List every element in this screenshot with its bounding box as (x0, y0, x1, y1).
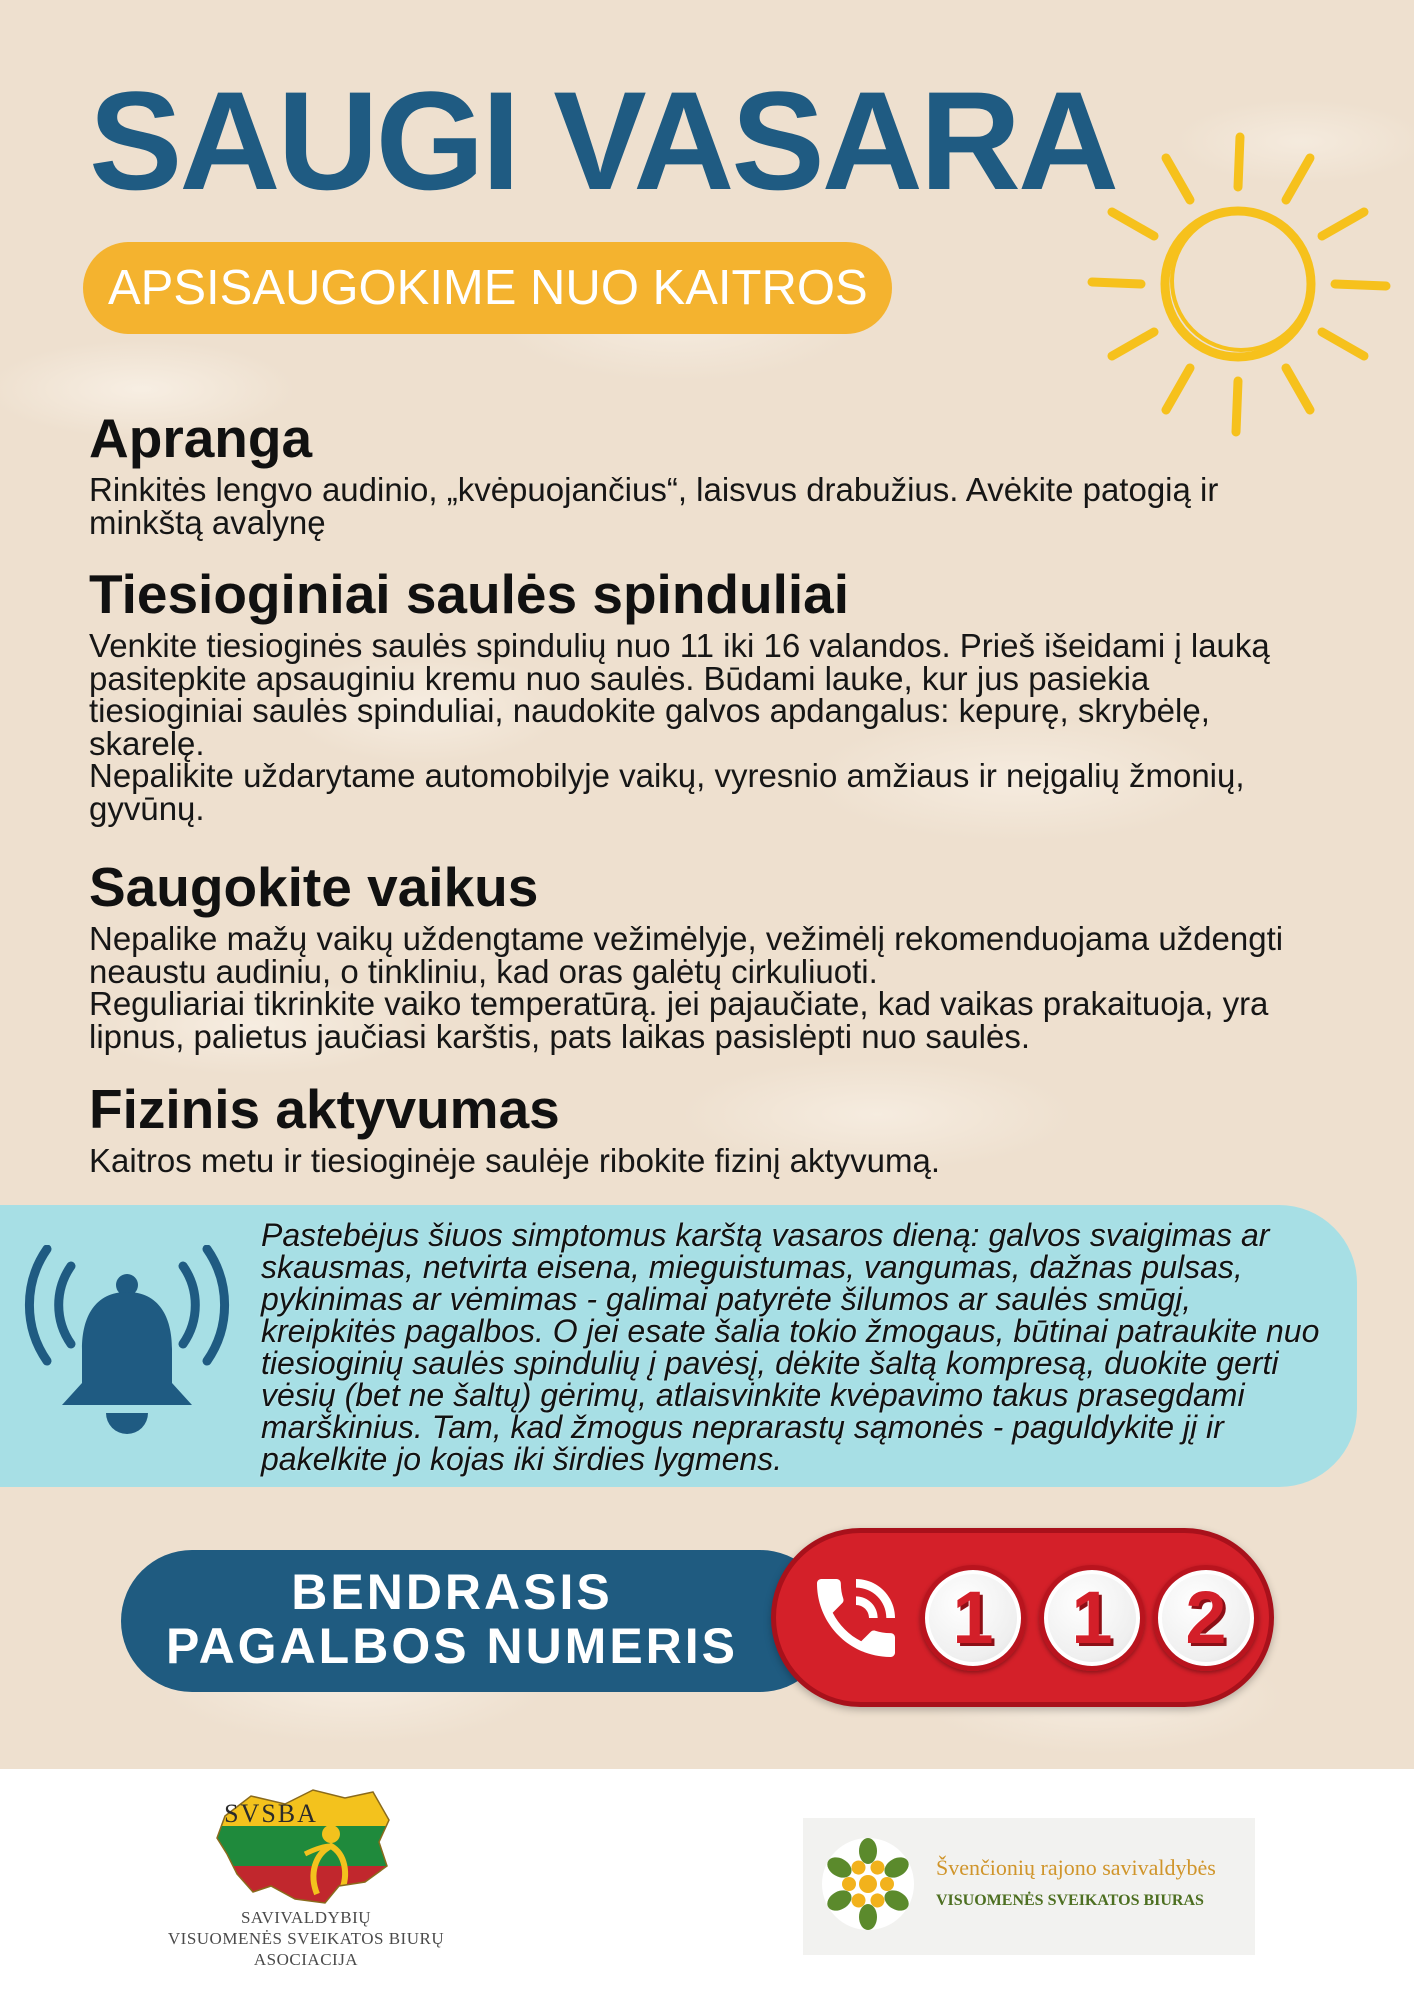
emergency-number-box (771, 1528, 1274, 1707)
body-line: lipnus, palietus jaučiasi karštis, pats laikas pasislėpti nuo saulės. (89, 1017, 1030, 1055)
logo-caption-line: SAVIVALDYBIŲ (240, 1908, 372, 1927)
symptoms-line: vėsių (bet ne šaltų) gėrimų, atlaisvinkite kvėpavimo takus prasegdami (261, 1377, 1245, 1413)
poster-title: SAUGI VASARA (89, 62, 1117, 219)
symptoms-text (261, 1219, 1319, 1475)
section-heading: Saugokite vaikus (89, 856, 539, 918)
body-line: Nepalike mažų vaikų uždengtame vežimėlyje, vežimėlį rekomenduojama uždengti (89, 920, 1284, 957)
phone-icon (804, 1566, 908, 1670)
logo-org-name: Švenčionių rajono savivaldybės (936, 1855, 1216, 1880)
section-children (89, 856, 1283, 1053)
emergency-digit: 1 (1039, 1565, 1145, 1671)
body-line: Kaitros metu ir tiesioginėje saulėje ribokite fizinį aktyvumą. (89, 1142, 941, 1179)
subtitle-banner (83, 242, 892, 334)
body-line: Venkite tiesioginės saulės spindulių nuo 11 iki 16 valandos. Prieš išeidami į lauką (89, 627, 1270, 664)
bell-icon (0, 1245, 250, 1445)
section-heading: Tiesioginiai saulės spinduliai (89, 563, 850, 625)
sun-icon (1080, 125, 1400, 445)
section-heading: Apranga (89, 407, 313, 469)
section-physical-activity (89, 1078, 940, 1178)
body-line: tiesioginiai saulės spinduliai, naudokite galvos apdangalus: kepurę, skrybėlę, (89, 692, 1210, 729)
body-line: skarelę. (89, 724, 205, 762)
svencioniai-health-bureau-logo (803, 1818, 1255, 1955)
body-line: gyvūnų. (89, 789, 205, 827)
section-body (89, 627, 1270, 827)
symptoms-line: skausmas, netvirta eisena, mieguistumas, vangumas, dažnas pulsas, (261, 1249, 1243, 1285)
symptoms-line: marškinius. Tam, kad žmogus neprarastų sąmonės - paguldykite jį ir (261, 1409, 1224, 1445)
symptoms-line: kreipkitės pagalbos. O jei esate šalia tokio žmogaus, būtinai patraukite nuo (261, 1313, 1320, 1349)
emergency-label-pill (121, 1550, 831, 1692)
section-body (89, 471, 1219, 541)
body-line: neaustu audiniu, o tinkliniu, kad oras galėtų cirkuliuoti. (89, 952, 878, 990)
logo-org-subtitle: VISUOMENĖS SVEIKATOS BIURAS (936, 1892, 1204, 1909)
emergency-digit: 2 (1153, 1565, 1259, 1671)
people-circle-emblem-icon (818, 1834, 918, 1934)
section-apranga (89, 407, 1218, 539)
subtitle-text: APSISAUGOKIME NUO KAITROS (108, 261, 868, 315)
logo-caption-line: VISUOMENĖS SVEIKATOS BIURŲ (167, 1929, 445, 1948)
body-line: Reguliariai tikrinkite vaiko temperatūrą. jei pajaučiate, kad vaikas prakaituoja, yra (89, 985, 1269, 1022)
section-body (89, 1142, 941, 1179)
section-body (89, 920, 1284, 1055)
emergency-label (121, 1565, 783, 1673)
body-line: minkštą avalynę (89, 503, 326, 541)
symptoms-line: Pastebėjus šiuos simptomus karštą vasaros dieną: galvos svaigimas ar (261, 1217, 1270, 1253)
body-line: Nepalikite uždarytame automobilyje vaikų, vyresnio amžiaus ir neįgalių žmonių, (89, 757, 1245, 794)
body-line: Rinkitės lengvo audinio, „kvėpuojančius“, laisvus drabužius. Avėkite patogią ir (89, 471, 1219, 508)
svsba-badge-text: SVSBA (224, 1799, 318, 1828)
section-heading: Fizinis aktyvumas (89, 1078, 560, 1140)
logo-caption-line: ASOCIACIJA (253, 1950, 359, 1969)
symptoms-alert-box (0, 1205, 1357, 1487)
emergency-digit: 1 (920, 1565, 1026, 1671)
emergency-label-line: PAGALBOS NUMERIS (165, 1618, 739, 1674)
svsba-logo-caption (156, 1907, 456, 1970)
section-sun-rays (89, 563, 1270, 825)
emergency-label-line: BENDRASIS (291, 1564, 613, 1620)
symptoms-line: pakelkite jo kojas iki širdies lygmens. (261, 1441, 783, 1477)
body-line: pasitepkite apsauginiu kremu nuo saulės. Būdami lauke, kur jus pasiekia (89, 659, 1150, 697)
symptoms-line: pykinimas ar vėmimas - galimai patyrėte šilumos ar saulės smūgį, (261, 1281, 1192, 1317)
symptoms-line: tiesioginių saulės spindulių į pavėsį, dėkite šaltą kompresą, duokite gerti (261, 1345, 1279, 1381)
svsba-logo (213, 1782, 393, 1907)
